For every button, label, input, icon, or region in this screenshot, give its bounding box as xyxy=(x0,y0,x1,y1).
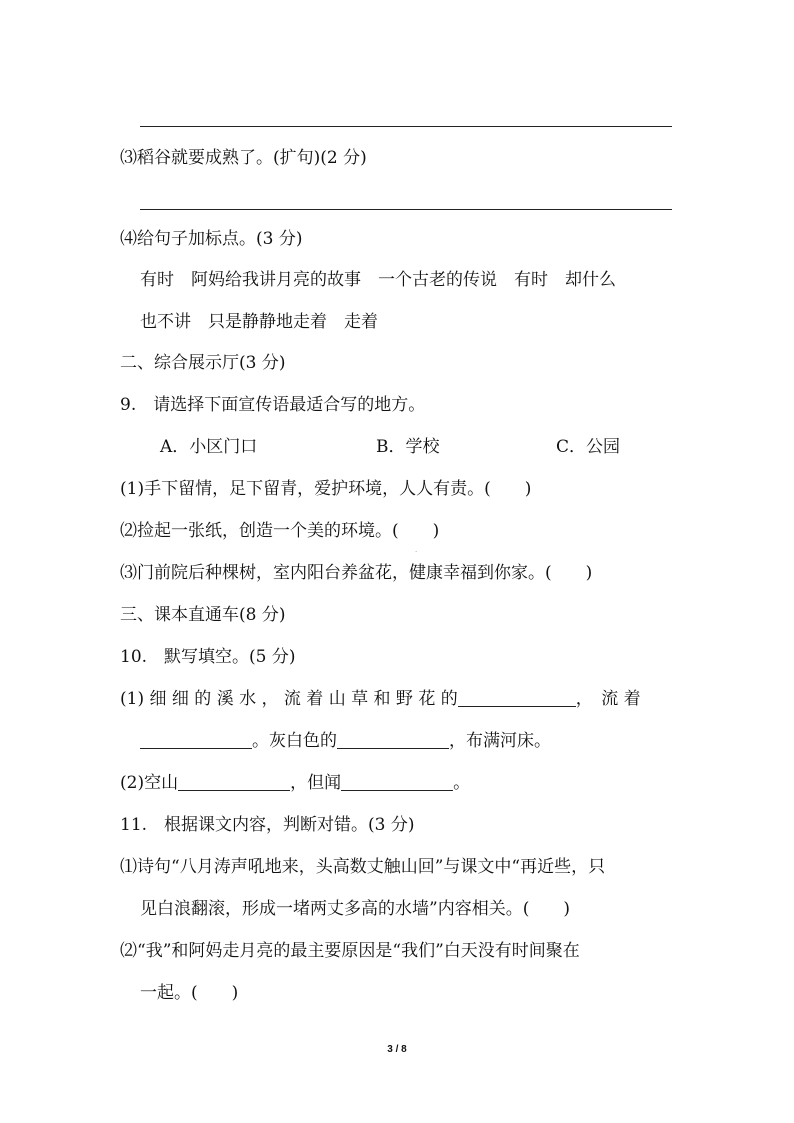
q10-item-1-text-a: (1) 细 细 的 溪 水 ， 流 着 山 草 和 野 花 的 xyxy=(120,689,458,709)
section-2-heading: 二、综合展示厅(3 分) xyxy=(120,353,286,373)
q11-item-2-line1: ⑵“我”和阿妈走月亮的最主要原因是“我们”白天没有时间聚在 xyxy=(120,941,580,961)
q10-title: 10. 默写填空。(5 分) xyxy=(120,647,296,667)
q10-item-2-text-a: (2)空山 xyxy=(120,773,179,793)
q10-item-1-text-b: ， 流 着 xyxy=(575,689,641,709)
q10-item-1-text-d: ，布满河床。 xyxy=(449,731,551,751)
fill-blank-1[interactable] xyxy=(458,688,576,707)
q9-option-a: A．小区门口 xyxy=(160,437,258,457)
q10-item-1-line2 xyxy=(140,729,551,753)
q8-item-4-text-line2: 也不讲 只是静静地走着 走着 xyxy=(140,312,378,332)
fill-blank-3[interactable] xyxy=(337,730,449,749)
page-number: 3 / 8 xyxy=(387,1044,407,1055)
q11-item-1-line1: ⑴诗句“八月涛声吼地来，头高数丈触山回”与课文中“再近些，只 xyxy=(120,857,606,877)
q9-option-b: B．学校 xyxy=(376,437,440,457)
q9-item-1: (1)手下留情，足下留青，爱护环境，人人有责。( ) xyxy=(120,479,532,499)
fill-blank-2[interactable] xyxy=(140,730,252,749)
q10-item-2-text-b: ，但闻 xyxy=(290,773,342,793)
answer-line-q8-3 xyxy=(140,209,672,210)
q11-title: 11. 根据课文内容，判断对错。(3 分) xyxy=(120,815,415,835)
q10-item-2-text-c: 。 xyxy=(453,773,471,793)
q8-item-4: ⑷给句子加标点。(3 分) xyxy=(120,229,303,249)
section-3-heading: 三、课本直通车(8 分) xyxy=(120,605,286,625)
scan-speck: · xyxy=(415,548,418,556)
q10-item-2 xyxy=(120,771,470,795)
q10-item-1-text-c: 。灰白色的 xyxy=(252,731,337,751)
answer-line-q8-2 xyxy=(140,126,672,127)
q8-item-4-text-line1: 有时 阿妈给我讲月亮的故事 一个古老的传说 有时 却什么 xyxy=(140,270,616,290)
fill-blank-4[interactable] xyxy=(178,772,290,791)
q11-item-1-line2: 见白浪翻滚，形成一堵两丈多高的水墙”内容相关。( ) xyxy=(140,899,570,919)
q9-option-c: C．公园 xyxy=(556,437,621,457)
q10-item-1-line1 xyxy=(120,687,641,711)
q9-item-3: ⑶门前院后种棵树，室内阳台养盆花，健康幸福到你家。( ) xyxy=(120,563,593,583)
q9-item-2: ⑵捡起一张纸，创造一个美的环境。( ) xyxy=(120,521,440,541)
q8-item-3: ⑶稻谷就要成熟了。(扩句)(2 分) xyxy=(120,148,367,168)
q11-item-2-line2: 一起。( ) xyxy=(140,983,239,1003)
q9-title: 9. 请选择下面宣传语最适合写的地方。 xyxy=(120,395,426,415)
fill-blank-5[interactable] xyxy=(341,772,453,791)
